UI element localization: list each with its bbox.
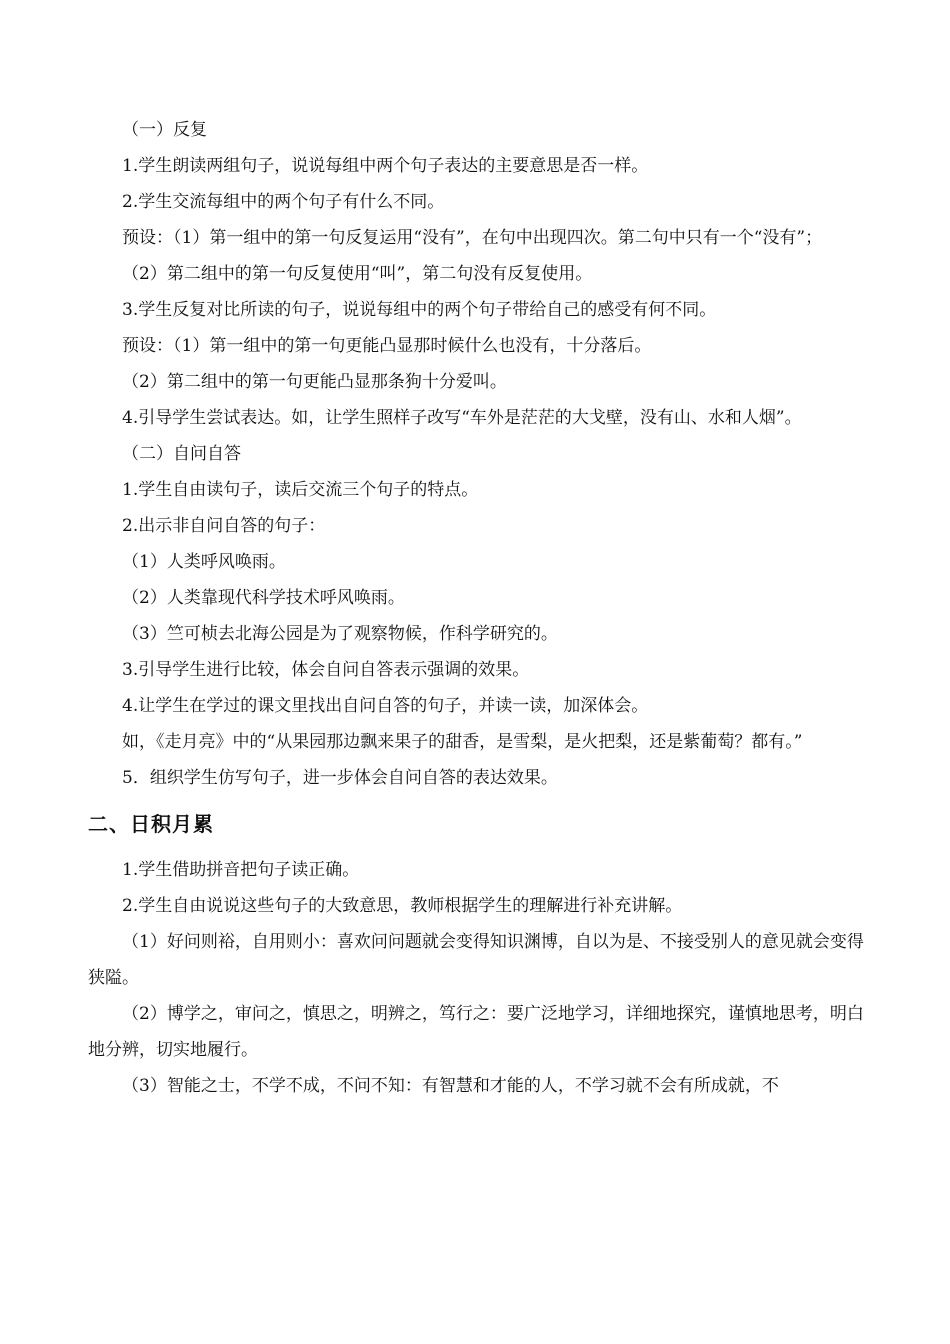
- paragraph: 4.让学生在学过的课文里找出自问自答的句子，并读一读，加深体会。: [122, 696, 649, 716]
- paragraph: 如，《走月亮》中的“从果园那边飘来果子的甜香，是雪梨，是火把梨，还是紫葡萄？都有。”: [122, 732, 803, 752]
- paragraph: 预设：（1）第一组中的第一句反复运用“没有”，在句中出现四次。第二句中只有一个“没有”；: [122, 228, 823, 248]
- paragraph: 1.学生自由读句子，读后交流三个句子的特点。: [122, 480, 479, 500]
- paragraph: （2）第二组中的第一句反复使用“叫”，第二句没有反复使用。: [122, 264, 593, 284]
- paragraph: （3）智能之士，不学不成，不问不知：有智慧和才能的人，不学习就不会有所成就，不: [122, 1076, 779, 1096]
- paragraph: （3）竺可桢去北海公园是为了观察物候，作科学研究的。: [122, 624, 558, 644]
- paragraph: （1）好问则裕，自用则小：喜欢问问题就会变得知识渊博，自以为是、不接受别人的意见就会变得狭隘。: [88, 932, 864, 988]
- paragraph: 2.学生自由说说这些句子的大致意思，教师根据学生的理解进行补充讲解。: [122, 896, 683, 916]
- paragraph: 5．组织学生仿写句子，进一步体会自问自答的表达效果。: [122, 768, 558, 788]
- subsection-title-self-question: （二）自问自答: [122, 444, 241, 464]
- paragraph: 3.学生反复对比所读的句子，说说每组中的两个句子带给自己的感受有何不同。: [122, 300, 717, 320]
- subsection-title-repetition: （一）反复: [122, 120, 207, 140]
- paragraph: 4.引导学生尝试表达。如，让学生照样子改写“车外是茫茫的大戈壁，没有山、水和人烟”。: [122, 408, 802, 428]
- paragraph: 3.引导学生进行比较，体会自问自答表示强调的效果。: [122, 660, 530, 680]
- paragraph: 2.学生交流每组中的两个句子有什么不同。: [122, 192, 445, 212]
- section-heading: 二、日积月累: [88, 812, 214, 836]
- paragraph: （2）博学之，审问之，慎思之，明辨之，笃行之：要广泛地学习，详细地探究，谨慎地思考，明白地分辨，切实地履行。: [88, 1004, 864, 1060]
- paragraph: （2）人类靠现代科学技术呼风唤雨。: [122, 588, 405, 608]
- paragraph: （1）人类呼风唤雨。: [122, 552, 286, 572]
- paragraph: 2.出示非自问自答的句子：: [122, 516, 326, 536]
- document-page: [88, 112, 866, 1104]
- paragraph: 1.学生借助拼音把句子读正确。: [122, 860, 360, 880]
- paragraph: 1.学生朗读两组句子，说说每组中两个句子表达的主要意思是否一样。: [122, 156, 649, 176]
- paragraph: 预设：（1）第一组中的第一句更能凸显那时候什么也没有，十分落后。: [122, 336, 652, 356]
- paragraph: （2）第二组中的第一句更能凸显那条狗十分爱叫。: [122, 372, 507, 392]
